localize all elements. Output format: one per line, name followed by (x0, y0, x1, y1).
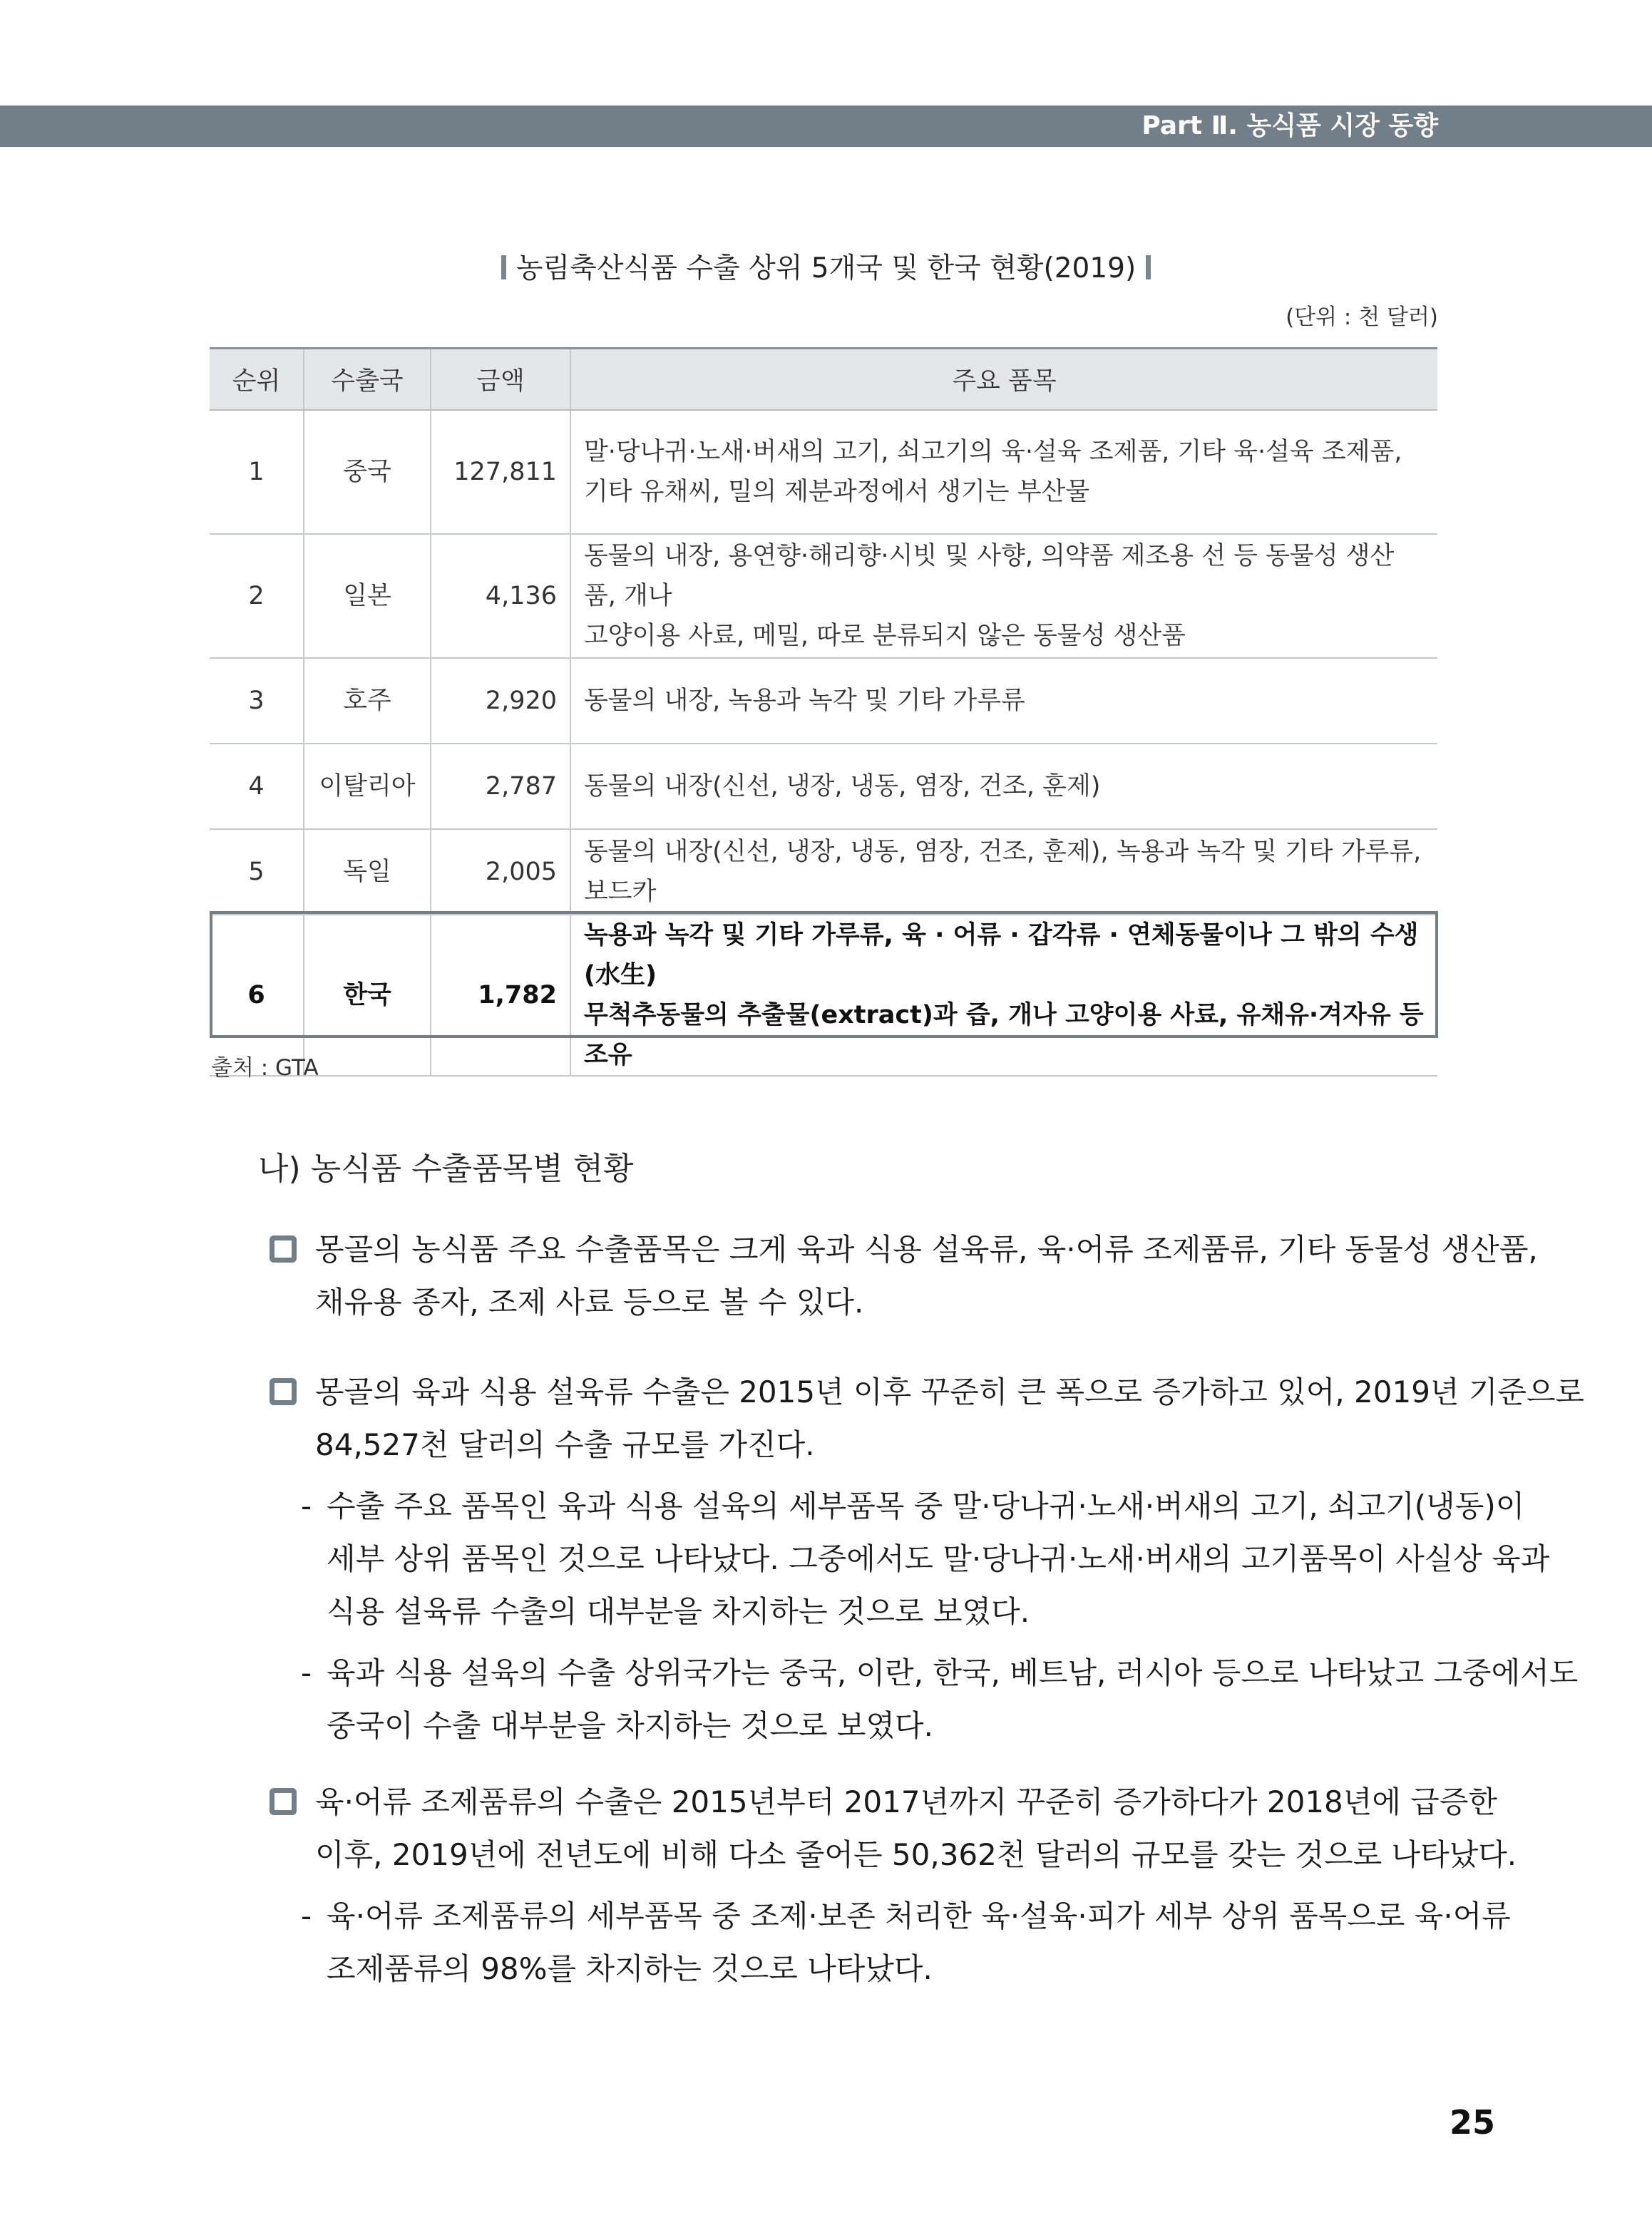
header-country: 수출국 (304, 349, 431, 411)
dash-bullet: - (301, 1655, 312, 1690)
paragraph-line: 몽골의 육과 식용 설육류 수출은 2015년 이후 꾸준히 큰 폭으로 증가하고 있어, 2019년 기준으로 (315, 1375, 1585, 1409)
square-bullet-icon (270, 1235, 297, 1263)
cell-items-line: 고양이용 사료, 메밀, 따로 분류되지 않은 동물성 생산품 (584, 622, 1186, 650)
table-row-korea (210, 915, 1437, 1076)
cell-country: 이탈리아 (304, 744, 431, 829)
cell-rank: 3 (210, 658, 304, 744)
cell-items: 동물의 내장(신선, 냉장, 냉동, 염장, 건조, 훈제) (570, 744, 1437, 829)
cell-rank: 6 (210, 915, 304, 1076)
table-row (210, 410, 1437, 534)
paragraph-line: 식용 설육류 수출의 대부분을 차지하는 것으로 보였다. (327, 1594, 1030, 1629)
paragraph-line: 조제품류의 98%를 차지하는 것으로 나타났다. (327, 1951, 933, 1986)
table-row (210, 829, 1437, 915)
cell-country: 중국 (304, 410, 431, 534)
cell-country: 한국 (304, 915, 431, 1076)
cell-rank: 1 (210, 410, 304, 534)
cell-rank: 2 (210, 534, 304, 658)
paragraph-line: 이후, 2019년에 전년도에 비해 다소 줄어든 50,362천 달러의 규모를 갖는 것으로 나타났다. (315, 1837, 1517, 1872)
paragraph-line: 육·어류 조제품류의 세부품목 중 조제·보존 처리한 육·설육·피가 세부 상위 품목으로 육·어류 (327, 1899, 1511, 1933)
cell-amount: 2,787 (431, 744, 570, 829)
table-row (210, 744, 1437, 829)
cell-items-line: 무척추동물의 추출물(extract)과 즙, 개나 고양이용 사료, 유채유·겨자유 등 조유 (584, 1001, 1424, 1069)
cell-country: 일본 (304, 534, 431, 658)
cell-items-line: 녹용과 녹각 및 기타 가루류, 육 · 어류 · 갑각류 · 연체동물이나 그 밖의 수생(水生) (584, 921, 1419, 990)
table-row (210, 658, 1437, 744)
header-rank: 순위 (210, 349, 304, 411)
table-source: 출처 : GTA (211, 1055, 319, 1081)
dash-bullet: - (301, 1489, 312, 1524)
cell-country: 호주 (304, 658, 431, 744)
title-mark-right (1146, 255, 1151, 279)
table-row (210, 534, 1437, 658)
cell-amount: 127,811 (431, 410, 570, 534)
cell-items-line: 동물의 내장, 용연향·해리향·시빗 및 사향, 의약품 제조용 선 등 동물성 생산품, 개나 (584, 542, 1395, 610)
paragraph-line: 중국이 수출 대부분을 차지하는 것으로 보였다. (327, 1708, 933, 1743)
paragraph-line: 몽골의 농식품 주요 수출품목은 크게 육과 식용 설육류, 육·어류 조제품류, 기타 동물성 생산품, (315, 1232, 1538, 1267)
header-amount: 금액 (431, 349, 570, 411)
cell-items: 동물의 내장, 녹용과 녹각 및 기타 가루류 (570, 658, 1437, 744)
paragraph-line: 세부 상위 품목인 것으로 나타났다. 그중에서도 말·당나귀·노새·버새의 고기품목이 사실상 육과 (327, 1541, 1550, 1576)
page-number: 25 (1449, 2103, 1495, 2142)
cell-amount: 2,005 (431, 829, 570, 915)
title-mark-left (501, 255, 506, 279)
cell-country: 독일 (304, 829, 431, 915)
cell-items-line: 기타 유채씨, 밀의 제분과정에서 생기는 부산물 (584, 478, 1090, 506)
paragraph-line: 육·어류 조제품류의 수출은 2015년부터 2017년까지 꾸준히 증가하다가 2018년에 급증한 (315, 1784, 1497, 1819)
cell-items (570, 915, 1437, 1076)
cell-rank: 4 (210, 744, 304, 829)
table-title-text: 농림축산식품 수출 상위 5개국 및 한국 현황(2019) (515, 252, 1137, 284)
export-table (210, 347, 1437, 1077)
square-bullet-icon (270, 1788, 297, 1815)
cell-items (570, 410, 1437, 534)
table-header-row (210, 349, 1437, 411)
square-bullet-icon (270, 1378, 297, 1405)
section-title: 나) 농식품 수출품목별 현황 (258, 1151, 634, 1187)
part-title: Part Ⅱ. 농식품 시장 동향 (1141, 111, 1438, 140)
paragraph-line: 육과 식용 설육의 수출 상위국가는 중국, 이란, 한국, 베트남, 러시아 등으로 나타났고 그중에서도 (327, 1655, 1579, 1690)
cell-rank: 5 (210, 829, 304, 915)
cell-items-line: 말·당나귀·노새·버새의 고기, 쇠고기의 육·설육 조제품, 기타 육·설육 조제품, (584, 438, 1402, 466)
header-items: 주요 품목 (570, 349, 1437, 411)
cell-amount: 2,920 (431, 658, 570, 744)
cell-amount: 4,136 (431, 534, 570, 658)
cell-items: 동물의 내장(신선, 냉장, 냉동, 염장, 건조, 훈제), 녹용과 녹각 및 기타 가루류, 보드카 (570, 829, 1437, 915)
dash-bullet: - (301, 1899, 312, 1933)
table-unit: (단위 : 천 달러) (1286, 304, 1438, 330)
paragraph-line: 84,527천 달러의 수출 규모를 가진다. (315, 1427, 815, 1462)
paragraph-line: 수출 주요 품목인 육과 식용 설육의 세부품목 중 말·당나귀·노새·버새의 고기, 쇠고기(냉동)이 (327, 1489, 1525, 1524)
header-bar (0, 106, 1652, 147)
cell-items (570, 534, 1437, 658)
cell-amount: 1,782 (431, 915, 570, 1076)
paragraph-line: 채유용 종자, 조제 사료 등으로 볼 수 있다. (315, 1285, 864, 1320)
table-title (0, 251, 1652, 287)
